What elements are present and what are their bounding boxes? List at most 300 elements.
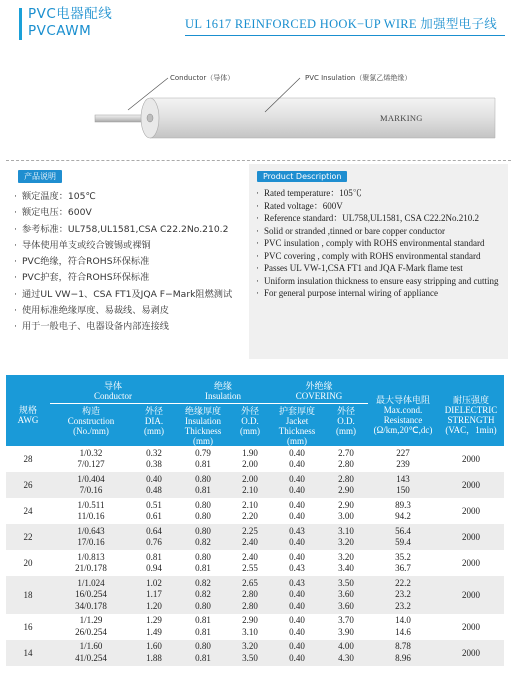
cell-value: 41/0.254 xyxy=(75,652,107,663)
th-cov-od-en: O.D. xyxy=(337,415,355,426)
description-en-tag: Product Description xyxy=(257,171,347,182)
cell-ins-thick xyxy=(176,498,230,524)
header-spec-title: UL 1617 REINFORCED HOOK−UP WIRE 加强型电子线 xyxy=(185,17,498,31)
cell-value: 0.40 xyxy=(289,511,305,521)
bullet-dot: · xyxy=(14,305,17,317)
cell-dielectric: 2000 xyxy=(462,621,480,632)
th-resistance-cn: 最大导体电阻 xyxy=(375,395,430,405)
cell-resistance xyxy=(368,498,438,524)
table-row xyxy=(6,550,504,576)
cell-value: 2.20 xyxy=(242,511,258,521)
cell-value: 0.61 xyxy=(146,511,162,521)
cell-ins-thick xyxy=(176,446,230,472)
cell-value: 0.80 xyxy=(195,551,211,562)
cell-value: 0.82 xyxy=(195,537,211,547)
cell-value: 35.2 xyxy=(395,551,411,562)
cell-value: 0.79 xyxy=(195,447,211,458)
cell-value: 3.90 xyxy=(338,626,354,637)
cell-value: 143 xyxy=(396,473,410,484)
cell-value: 16/0.254 xyxy=(75,589,107,599)
cell-value: 2.90 xyxy=(338,499,354,510)
cell-value: 94.2 xyxy=(395,511,411,521)
bullet-dot: · xyxy=(256,225,259,236)
th-cov-od-cn: 外径 xyxy=(336,405,355,416)
th-conductor-cn: 导体 xyxy=(103,381,122,391)
section-divider xyxy=(6,160,511,161)
th-jacket-l2: Thickness xyxy=(278,425,316,436)
cell-value: 0.80 xyxy=(195,525,211,536)
th-insulation-cn: 绝缘 xyxy=(213,381,232,391)
bullet-dot: · xyxy=(14,272,17,284)
cell-value: 3.20 xyxy=(338,537,354,547)
insulation-label: PVC Insulation（聚氯乙烯绝缘） xyxy=(305,74,412,82)
cell-value: 3.20 xyxy=(242,641,258,651)
bullet-dot: · xyxy=(14,223,17,235)
cell-value: 2.10 xyxy=(242,485,258,495)
cell-value: 3.00 xyxy=(338,511,354,521)
cell-jacket xyxy=(270,576,324,614)
cell-value: 0.43 xyxy=(289,525,305,536)
description-en-list xyxy=(256,187,508,300)
cell-value: 1/0.32 xyxy=(79,447,103,458)
cell-value: 1.02 xyxy=(146,577,162,588)
description-cn-tag: 产品说明 xyxy=(18,170,62,183)
th-cov-od xyxy=(324,403,368,446)
cell-dia xyxy=(132,498,176,524)
header-rule xyxy=(185,35,505,36)
description-item xyxy=(256,212,508,225)
cell-ins-od xyxy=(230,524,270,550)
th-conductor-en: Conductor xyxy=(94,391,132,401)
th-ins-thickness-cn: 绝缘厚度 xyxy=(184,405,221,416)
spec-table-wrap xyxy=(6,375,504,666)
description-item xyxy=(256,200,508,213)
cell-value: 1.60 xyxy=(146,641,162,651)
description-item-text: 额定电压：600V xyxy=(22,207,92,219)
header-accent-bar xyxy=(19,8,22,40)
cell-jacket xyxy=(270,472,324,498)
table-row xyxy=(6,614,504,640)
th-awg-cn: 规格 xyxy=(18,405,37,415)
cell-ins-thick xyxy=(176,524,230,550)
th-construction-en: Construction xyxy=(67,415,115,426)
cell-awg: 16 xyxy=(23,621,33,632)
marking-label: MARKING xyxy=(380,113,423,123)
cell-value: 227 xyxy=(396,447,410,458)
cell-value: 3.10 xyxy=(338,525,354,536)
description-item-text: 使用标准绝缘厚度、易裁线、易剥皮 xyxy=(22,305,169,317)
cell-value: 0.81 xyxy=(146,551,162,562)
cell-dielectric: 2000 xyxy=(438,640,504,666)
description-item xyxy=(256,275,508,288)
th-resistance-l1: Max.cond. xyxy=(383,405,423,415)
cell-value: 0.40 xyxy=(289,447,305,458)
cell-value: 2.40 xyxy=(242,537,258,547)
th-dielectric-l2: STRENGTH xyxy=(447,415,495,425)
th-resistance xyxy=(368,375,438,446)
cell-dia xyxy=(132,614,176,640)
th-dielectric-l1: DIELECTRIC xyxy=(444,405,498,415)
description-item-text: 额定温度：105℃ xyxy=(22,191,96,202)
cell-value: 2.10 xyxy=(242,499,258,510)
cell-awg: 28 xyxy=(23,454,33,464)
th-jacket-l1: Jacket xyxy=(285,415,309,426)
cell-value: 4.00 xyxy=(338,641,354,651)
bullet-dot: · xyxy=(256,238,259,248)
table-row xyxy=(6,524,504,550)
cell-value: 2.00 xyxy=(242,473,258,484)
description-en xyxy=(249,164,508,359)
cell-value: 34/0.178 xyxy=(75,600,107,611)
bullet-dot: · xyxy=(14,288,17,300)
cell-value: 56.4 xyxy=(395,525,411,536)
th-construction xyxy=(50,403,132,446)
cell-construction xyxy=(50,524,132,550)
cell-value: 59.4 xyxy=(395,537,411,547)
cell-value: 7/0.127 xyxy=(77,459,105,469)
cell-value: 0.80 xyxy=(195,473,211,484)
table-row xyxy=(6,472,504,498)
conductor-end xyxy=(147,114,153,122)
cell-ins-od xyxy=(230,640,270,666)
description-item xyxy=(256,250,508,263)
cell-awg: 26 xyxy=(6,472,50,498)
cell-cov-od xyxy=(324,576,368,614)
cell-value: 0.80 xyxy=(195,641,211,651)
cell-construction xyxy=(50,550,132,576)
conductor-label: Conductor（导体） xyxy=(170,74,235,82)
cell-value: 1.49 xyxy=(146,626,162,637)
cell-construction xyxy=(50,576,132,614)
description-item-text: Uniform insulation thickness to ensure easy stripping and cutting xyxy=(264,275,499,286)
cell-value: 3.20 xyxy=(338,551,354,562)
cell-value: 2.55 xyxy=(242,563,258,573)
cell-value: 0.81 xyxy=(195,652,211,663)
bullet-dot: · xyxy=(256,200,259,211)
description-item-text: 导体使用单支或绞合镀锡或裸铜 xyxy=(22,239,151,251)
th-covering-cn: 外绝缘 xyxy=(305,381,333,391)
cell-value: 0.40 xyxy=(289,600,305,611)
th-ins-od-unit: (mm) xyxy=(240,425,260,436)
cell-value: 1/0.511 xyxy=(77,499,105,510)
description-item xyxy=(256,225,508,238)
th-group-conductor xyxy=(50,375,176,403)
cell-dielectric: 2000 xyxy=(462,558,480,568)
cell-value: 0.40 xyxy=(289,641,305,651)
cell-dia xyxy=(132,550,176,576)
cell-value: 150 xyxy=(396,485,410,495)
th-group-covering xyxy=(270,375,368,403)
description-item xyxy=(256,262,508,275)
description-item-text: Rated temperature：105℃ xyxy=(264,188,362,198)
cell-value: 0.94 xyxy=(146,563,162,573)
th-ins-thickness-l1: Insulation xyxy=(185,415,221,426)
cell-ins-od xyxy=(230,472,270,498)
cell-value: 2.90 xyxy=(338,485,354,495)
description-item xyxy=(14,189,245,205)
bullet-dot: · xyxy=(256,213,259,223)
cell-value: 0.81 xyxy=(195,485,211,495)
cell-value: 1/0.404 xyxy=(77,473,105,484)
cell-awg: 20 xyxy=(23,558,33,568)
cell-value: 2.80 xyxy=(242,600,258,611)
cell-value: 0.81 xyxy=(195,615,211,625)
cell-dielectric: 2000 xyxy=(462,506,480,516)
cell-cov-od xyxy=(324,524,368,550)
cell-value: 3.40 xyxy=(338,563,354,573)
th-empty-awg xyxy=(6,375,50,403)
cell-value: 1/1.60 xyxy=(79,641,103,651)
cell-value: 4.30 xyxy=(338,652,354,663)
cell-dia xyxy=(132,446,176,472)
bullet-dot: · xyxy=(14,239,17,251)
cell-resistance xyxy=(368,524,438,550)
insulation-jacket xyxy=(150,98,495,138)
description-item xyxy=(256,287,508,300)
th-dielectric-l3: (VAC，1min) xyxy=(445,425,497,435)
description-cn xyxy=(10,164,245,369)
wire-drawing xyxy=(0,60,518,160)
cell-value: 0.80 xyxy=(195,511,211,521)
th-construction-cn: 构造 xyxy=(81,405,100,416)
cell-value: 0.40 xyxy=(289,551,305,562)
cell-cov-od xyxy=(324,498,368,524)
cell-value: 0.82 xyxy=(195,577,211,588)
description-item-text: Rated voltage：600V xyxy=(264,200,343,211)
cell-value: 2.00 xyxy=(242,459,258,469)
cell-value: 8.96 xyxy=(395,652,411,663)
cell-value: 7/0.16 xyxy=(79,485,103,495)
cell-value: 26/0.254 xyxy=(75,626,107,637)
cell-value: 2.25 xyxy=(242,525,258,536)
cell-value: 36.7 xyxy=(395,563,411,573)
description-cn-list xyxy=(14,189,245,336)
cell-value: 2.80 xyxy=(338,459,354,469)
th-resistance-l2: Resistance xyxy=(383,415,423,425)
description-item-text: 用于一般电子、电器设备内部连接线 xyxy=(22,321,169,333)
description-item xyxy=(14,287,245,303)
cell-jacket xyxy=(270,446,324,472)
cell-resistance xyxy=(368,640,438,666)
cell-value: 0.38 xyxy=(146,459,162,469)
cell-jacket xyxy=(270,550,324,576)
description-item-text: Reference standard：UL758,UL1581, CSA C22.2No.210.2 xyxy=(264,213,479,223)
spec-table xyxy=(6,375,504,666)
cell-awg: 24 xyxy=(23,506,33,516)
th-ins-thickness xyxy=(176,403,230,446)
description-item xyxy=(14,319,245,335)
table-row xyxy=(6,576,504,614)
cell-ins-od xyxy=(230,446,270,472)
cell-ins-od xyxy=(230,550,270,576)
cell-value: 0.81 xyxy=(195,563,211,573)
bullet-dot: · xyxy=(14,321,17,333)
description-item-text: PVC绝缘，符合ROHS环保标准 xyxy=(22,256,150,268)
cell-cov-od xyxy=(324,550,368,576)
th-dia-unit: (mm) xyxy=(144,425,164,436)
cell-value: 3.70 xyxy=(338,615,354,625)
cell-value: 23.2 xyxy=(395,600,411,611)
cell-value: 3.10 xyxy=(242,626,258,637)
th-insulation-en: Insulation xyxy=(205,391,241,401)
cell-value: 2.70 xyxy=(338,447,354,458)
cell-value: 3.50 xyxy=(242,652,258,663)
cell-value: 23.2 xyxy=(395,589,411,599)
bullet-dot: · xyxy=(256,263,259,273)
cell-value: 2.80 xyxy=(242,589,258,599)
cell-value: 1/1.29 xyxy=(79,615,103,625)
cell-resistance xyxy=(368,550,438,576)
cell-value: 2.65 xyxy=(242,577,258,588)
cell-resistance xyxy=(368,576,438,614)
cell-value: 0.40 xyxy=(289,626,305,637)
th-jacket-unit: (mm) xyxy=(287,435,307,446)
cell-value: 8.78 xyxy=(395,641,411,651)
cell-jacket xyxy=(270,640,324,666)
description-item-text: PVC护套，符合ROHS环保标准 xyxy=(22,272,150,284)
bullet-dot: · xyxy=(14,191,17,202)
cell-value: 0.80 xyxy=(195,600,211,611)
cell-ins-od xyxy=(230,614,270,640)
cell-value: 1.90 xyxy=(242,447,258,458)
cell-construction xyxy=(50,498,132,524)
cell-value: 0.82 xyxy=(195,589,211,599)
description-item-text: 通过UL VW−1、CSA FT1及JQA F−Mark阻燃测试 xyxy=(22,288,233,300)
cell-value: 1/1.024 xyxy=(77,577,105,588)
cell-value: 14.0 xyxy=(395,615,411,625)
cell-value: 0.40 xyxy=(289,459,305,469)
cell-value: 0.40 xyxy=(289,485,305,495)
bullet-dot: · xyxy=(256,188,259,198)
description-item xyxy=(14,303,245,319)
description-item-text: Solid or stranded ,tinned or bare copper conductor xyxy=(264,225,445,236)
cell-value: 2.80 xyxy=(338,473,354,484)
cell-dia xyxy=(132,576,176,614)
cell-dia xyxy=(132,640,176,666)
header-product-title xyxy=(28,6,112,40)
th-group-insulation xyxy=(176,375,270,403)
th-construction-unit: (No./mm) xyxy=(73,425,109,436)
cell-value: 1/0.643 xyxy=(77,525,105,536)
cell-awg: 22 xyxy=(6,524,50,550)
cell-ins-od xyxy=(230,498,270,524)
cell-resistance xyxy=(368,472,438,498)
cell-ins-thick xyxy=(176,640,230,666)
description-item-text: For general purpose internal wiring of appliance xyxy=(264,288,438,298)
cell-dia xyxy=(132,472,176,498)
cell-construction xyxy=(50,446,132,472)
cell-value: 11/0.16 xyxy=(77,511,105,521)
cell-value: 0.43 xyxy=(289,577,305,588)
th-ins-thickness-unit: (mm) xyxy=(193,435,213,446)
cell-value: 3.60 xyxy=(338,589,354,599)
cell-value: 0.48 xyxy=(146,485,162,495)
cell-value: 14.6 xyxy=(395,626,411,637)
cell-value: 0.40 xyxy=(289,589,305,599)
cell-ins-thick xyxy=(176,614,230,640)
cell-dielectric: 2000 xyxy=(438,576,504,614)
cell-value: 0.40 xyxy=(289,537,305,547)
th-jacket-thickness xyxy=(270,403,324,446)
bullet-dot: · xyxy=(14,207,17,219)
cell-cov-od xyxy=(324,472,368,498)
header-title-en: PVCAWM xyxy=(28,23,92,39)
cell-value: 0.76 xyxy=(146,537,162,547)
cell-cov-od xyxy=(324,446,368,472)
cell-value: 1/0.813 xyxy=(77,551,105,562)
cell-resistance xyxy=(368,446,438,472)
description-item xyxy=(14,205,245,221)
description-item xyxy=(14,222,245,238)
th-ins-od xyxy=(230,403,270,446)
th-dia xyxy=(132,403,176,446)
description-item-text: PVC insulation , comply with ROHS environmental standard xyxy=(264,238,485,248)
cell-value: 3.50 xyxy=(338,577,354,588)
cell-dielectric: 2000 xyxy=(438,472,504,498)
th-covering-en: COVERING xyxy=(295,391,343,401)
cell-ins-od xyxy=(230,576,270,614)
cell-value: 22.2 xyxy=(395,577,411,588)
cell-value: 2.90 xyxy=(242,615,258,625)
description-item xyxy=(14,270,245,286)
cell-dielectric: 2000 xyxy=(462,454,480,464)
cell-cov-od xyxy=(324,614,368,640)
cell-value: 0.40 xyxy=(289,615,305,625)
cell-construction xyxy=(50,640,132,666)
th-jacket-cn: 护套厚度 xyxy=(278,405,315,416)
description-item xyxy=(256,237,508,250)
cell-awg: 14 xyxy=(6,640,50,666)
bullet-dot: · xyxy=(256,275,259,286)
cell-value: 17/0.16 xyxy=(77,537,105,547)
cell-value: 0.81 xyxy=(195,459,211,469)
cell-value: 0.43 xyxy=(289,563,305,573)
header-title-cn: PVC电器配线 xyxy=(28,6,113,22)
cell-value: 3.60 xyxy=(338,600,354,611)
description-item xyxy=(14,254,245,270)
cell-dielectric: 2000 xyxy=(438,524,504,550)
page-header xyxy=(0,0,518,56)
cell-value: 1.88 xyxy=(146,652,162,663)
cell-resistance xyxy=(368,614,438,640)
cell-construction xyxy=(50,472,132,498)
bullet-dot: · xyxy=(14,256,17,268)
th-ins-thickness-l2: Thickness xyxy=(184,425,222,436)
cell-construction xyxy=(50,614,132,640)
cell-value: 0.81 xyxy=(195,626,211,637)
cell-jacket xyxy=(270,498,324,524)
spec-table-header xyxy=(6,375,504,446)
cell-value: 239 xyxy=(396,459,410,469)
cell-ins-thick xyxy=(176,550,230,576)
wire-illustration xyxy=(0,60,518,160)
spec-table-body xyxy=(6,446,504,666)
cell-value: 1.20 xyxy=(146,600,162,611)
description-item-text: PVC covering , comply with ROHS environmental standard xyxy=(264,250,481,261)
cell-cov-od xyxy=(324,640,368,666)
cell-value: 0.32 xyxy=(146,447,162,458)
cell-value: 2.40 xyxy=(242,551,258,562)
th-dia-cn: 外径 xyxy=(144,405,163,416)
description-item-text: 参考标准：UL758,UL1581,CSA C22.2No.210.2 xyxy=(22,223,229,235)
cell-value: 0.51 xyxy=(146,499,162,510)
cell-value: 0.80 xyxy=(195,499,211,510)
cell-value: 0.40 xyxy=(289,473,305,484)
cell-ins-thick xyxy=(176,576,230,614)
bullet-dot: · xyxy=(256,288,259,298)
th-ins-od-cn: 外径 xyxy=(240,405,259,416)
cell-value: 21/0.178 xyxy=(75,563,107,573)
